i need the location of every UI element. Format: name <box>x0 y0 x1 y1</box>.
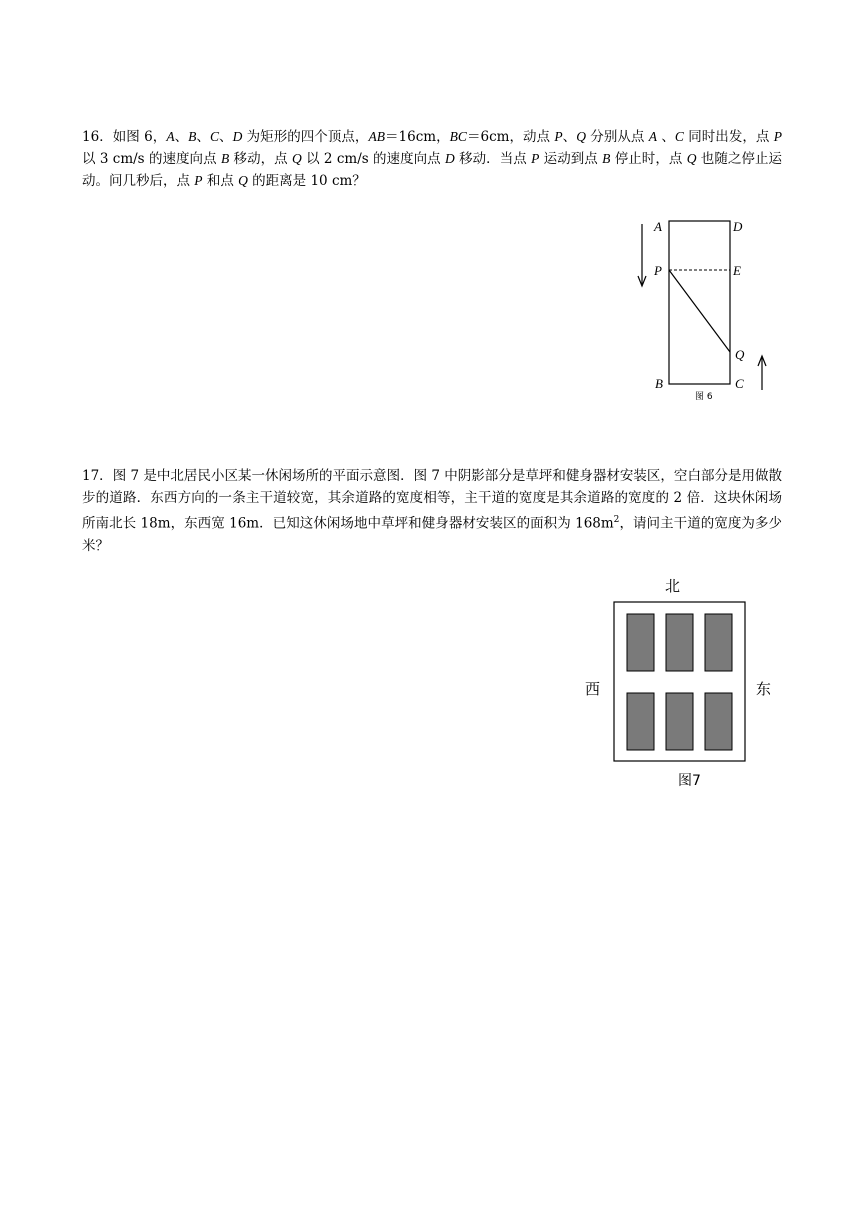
label-north: 北 <box>665 577 681 595</box>
problem-17-body: 图 7 是中北居民小区某一休闲场所的平面示意图．图 7 中阴影部分是草坪和健身器材安装区，空白部分是用做散步的道路．东西方向的一条主干道较宽，其余道路的宽度相等，主干道的宽度是其余道路的宽度的 2 倍．这块休闲场所南北长 18m，东西宽 16m．已知这休闲场地中草坪和健身器材安装区的面积为 168m <box>82 468 782 532</box>
lawn-area-5 <box>666 693 693 750</box>
text-segment: 移动，点 <box>229 151 292 167</box>
point-label: A <box>648 129 658 144</box>
figure-7-caption: 图7 <box>678 773 701 789</box>
text-segment: 、 <box>218 129 233 145</box>
label-c: C <box>735 376 744 391</box>
text-segment: 的距离是 10 cm？ <box>247 173 366 189</box>
problem-17-text <box>82 465 782 557</box>
point-label: B <box>602 151 611 166</box>
text-segment: 、 <box>196 129 210 145</box>
text-segment: 、 <box>562 129 577 145</box>
lawn-area-3 <box>705 614 732 671</box>
label-b: B <box>655 376 663 391</box>
label-q: Q <box>735 347 745 362</box>
point-label: D <box>232 129 243 144</box>
segment-label: BC <box>449 129 467 144</box>
problem-17 <box>82 465 782 557</box>
text-segment: 、 <box>174 129 189 145</box>
lawn-area-1 <box>627 614 654 671</box>
label-d: D <box>733 219 743 234</box>
lawn-area-6 <box>705 693 732 750</box>
text-segment: 和点 <box>202 173 239 189</box>
point-label: Q <box>576 129 586 144</box>
problem-number: 17． <box>82 468 113 484</box>
text-segment: 也随之停止运动。问几秒后，点 <box>82 151 782 189</box>
text-segment: ＝16cm， <box>384 129 450 145</box>
problem-16-text <box>82 126 782 192</box>
text-segment: 为矩形的四个顶点， <box>242 129 369 145</box>
point-label: P <box>554 129 563 144</box>
point-label: B <box>220 151 230 166</box>
superscript: 2 <box>613 515 620 525</box>
text-segment: 以 2 cm/s 的速度向点 <box>301 151 446 167</box>
point-label: Q <box>238 173 248 188</box>
point-label: C <box>209 129 219 144</box>
text-segment: 分别从点 <box>585 129 649 145</box>
figure-7-park-plan <box>578 570 788 795</box>
point-label: P <box>194 173 203 188</box>
point-label: D <box>445 151 455 166</box>
label-west: 西 <box>585 680 601 698</box>
problem-17-question: ，请问主干道的宽度为多少米？ <box>82 515 782 554</box>
text-segment: 停止时，点 <box>610 151 687 167</box>
text-segment: ＝6cm，动点 <box>466 129 555 145</box>
text-segment: 移动．当点 <box>454 151 532 167</box>
label-e: E <box>733 263 741 278</box>
figure-6-caption: 图 6 <box>695 392 713 402</box>
segment-label: AB <box>368 129 385 144</box>
lawn-area-4 <box>627 693 654 750</box>
point-label: B <box>188 129 197 144</box>
rectangle-abcd <box>669 221 730 384</box>
point-label: P <box>773 129 783 144</box>
lawn-area-2 <box>666 614 693 671</box>
text-segment: 同时出发，点 <box>683 129 774 145</box>
text-segment: 如图 6， <box>112 129 167 145</box>
segment-pq <box>669 270 730 352</box>
label-east: 东 <box>756 680 772 698</box>
point-label: C <box>674 129 684 144</box>
point-label: Q <box>292 151 302 166</box>
text-segment: 以 3 cm/s 的速度向点 <box>82 151 221 167</box>
problem-16 <box>82 126 782 192</box>
label-a: A <box>654 219 662 234</box>
point-label: A <box>166 129 175 144</box>
problem-number: 16． <box>82 129 113 145</box>
point-label: P <box>531 151 540 166</box>
figure-6-rectangle-diagram <box>628 212 778 407</box>
text-segment: 、 <box>657 129 675 145</box>
label-p: P <box>654 263 662 278</box>
point-label: Q <box>686 151 697 166</box>
text-segment: 运动到点 <box>539 151 603 167</box>
